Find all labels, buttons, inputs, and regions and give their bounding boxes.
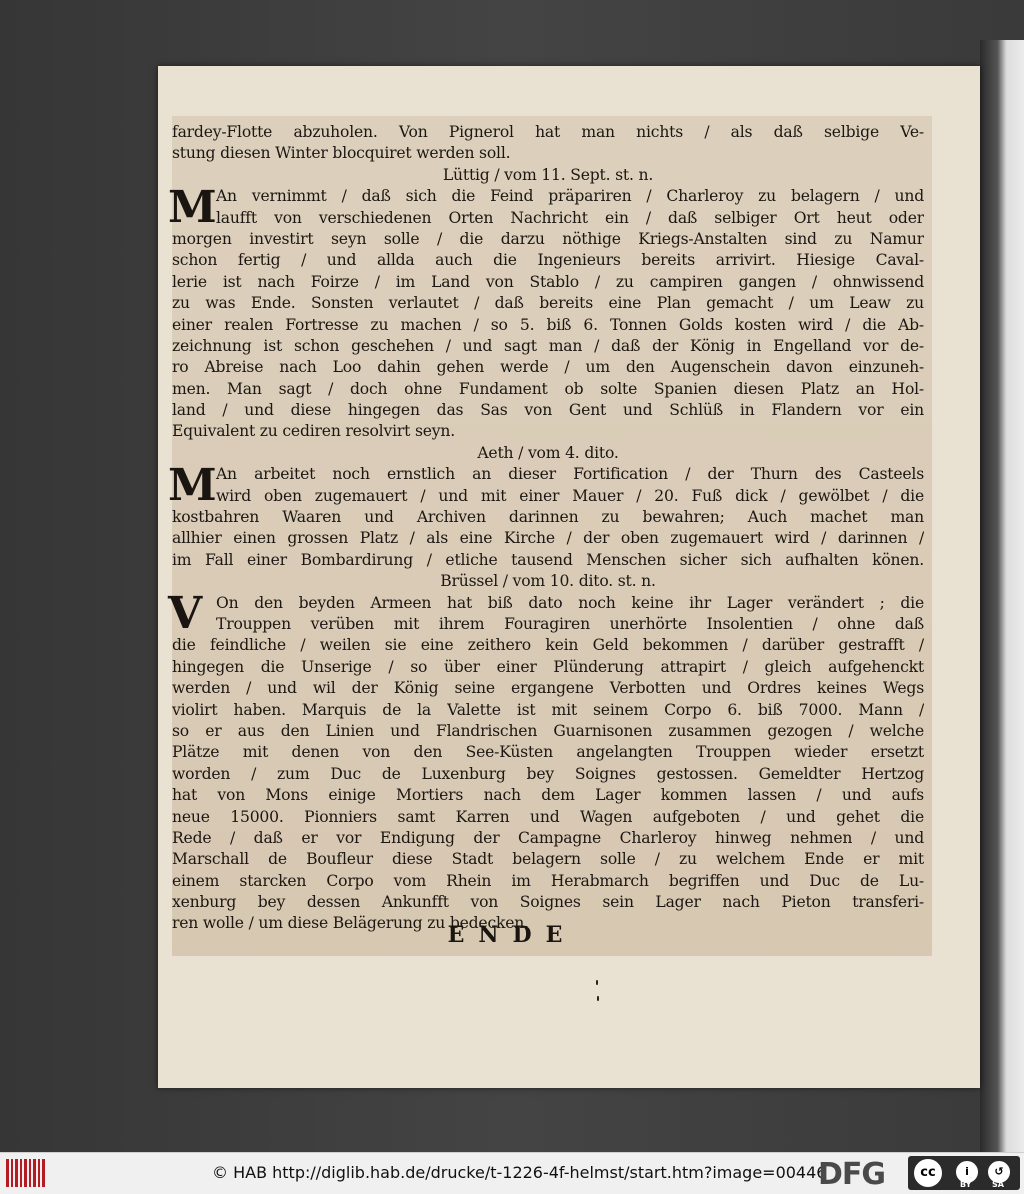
text-line: Trouppen verüben mit ihrem Fouragiren unerhörte Insolentien / ohne daß [216, 614, 924, 633]
cc-icon: cc [912, 1157, 944, 1189]
text-line: kostbahren Waaren und Archiven darinnen zu bewahren; Auch machet man [172, 508, 924, 527]
text-line: zeichnung ist schon geschehen / und sagt man / daß der König in Engelland vor de- [172, 336, 924, 355]
sa-share-alike-icon: ↺ [986, 1159, 1012, 1185]
by-person-icon: i [954, 1159, 980, 1185]
text-line: Rede / daß er vor Endigung der Campagne Charleroy hinweg nehmen / und [172, 828, 924, 847]
ende-heading: ENDE [447, 922, 577, 948]
text-line: violirt haben. Marquis de la Valette ist mit seinem Corpo 6. biß 7000. Mann / [172, 700, 924, 719]
text-line: Marschall de Boufleur diese Stadt belagern solle / zu welchem Ende er mit [172, 850, 924, 869]
text-line: xenburg bey dessen Ankunfft von Soignes sein Lager nach Pieton transferi- [172, 893, 924, 912]
text-line: laufft von verschiedenen Orten Nachricht ein / daß selbiger Ort heut oder [216, 208, 924, 227]
text-line: On den beyden Armeen hat biß dato noch keine ihr Lager verändert ; die [216, 593, 924, 612]
by-label: BY [960, 1180, 972, 1189]
text-line: neue 15000. Pionniers samt Karren und Wagen aufgeboten / und gehet die [172, 807, 924, 826]
text-line: fardey-Flotte abzuholen. Von Pignerol hat man nichts / als daß selbige Ve- [172, 123, 924, 141]
text-line: einer realen Fortresse zu machen / so 5. biß 6. Tonnen Golds kosten wird / die Ab- [172, 315, 924, 334]
dropcap-m-2: M [168, 460, 217, 511]
text-line: werden / und wil der König seine ergangene Verbotten und Ordres keines Wegs [172, 679, 924, 698]
text-line: wird oben zugemauert / und mit einer Mauer / 20. Fuß dick / gewölbet / die [216, 486, 924, 505]
text-line: lerie ist nach Foirze / im Land von Stablo / zu campiren gangen / ohnwissend [172, 272, 924, 291]
text-line: morgen investirt seyn solle / die darzu nöthige Kriegs-Anstalten sind zu Namur [172, 229, 924, 248]
text-line: An vernimmt / daß sich die Feind präpariren / Charleroy zu belagern / und [216, 187, 924, 206]
text-line: so er aus den Linien und Flandrischen Guarnisonen zusammen gezogen / welche [172, 721, 924, 740]
text-line: ro Abreise nach Loo dahin gehen werde / um den Augenschein davon einzuneh- [172, 358, 924, 377]
text-line: zu was Ende. Sonsten verlautet / daß bereits eine Plan gemacht / um Leaw zu [172, 294, 924, 313]
text-line: men. Man sagt / doch ohne Fundament ob solte Spanien diesen Platz an Hol- [172, 379, 924, 398]
text-line: stung diesen Winter blocquiret werden soll. [172, 144, 511, 163]
ink-speck [597, 996, 599, 1001]
dateline-heading: Lüttig / vom 11. Sept. st. n. [442, 165, 654, 184]
text-line: die feindliche / weilen sie eine zeithero kein Geld bekommen / darüber gestrafft / [172, 636, 924, 655]
text-line: schon fertig / und allda auch die Ingenieurs bereits arrivirt. Hiesige Caval- [172, 251, 924, 270]
text-line: hingegen die Unserige / so über einer Plünderung attrapirt / gleich aufgehenckt [172, 657, 924, 676]
sa-label: SA [992, 1180, 1004, 1189]
dfg-logo: DFG [818, 1157, 886, 1192]
hab-logo-icon [6, 1159, 46, 1187]
dateline-heading: Brüssel / vom 10. dito. st. n. [440, 572, 656, 591]
next-page-edge [980, 40, 1024, 1152]
text-line: ren wolle / um diese Belägerung zu bedecken. [172, 914, 529, 933]
copyright-link[interactable]: © HAB http://diglib.hab.de/drucke/t-1226-4f-helmst/start.htm?image=00446 [212, 1163, 827, 1182]
text-line: An arbeitet noch ernstlich an dieser Fortification / der Thurn des Casteels [216, 465, 924, 484]
dropcap-v: V [168, 588, 203, 639]
dateline-heading: Aeth / vom 4. dito. [477, 443, 619, 462]
cc-license-badge[interactable] [908, 1156, 1020, 1190]
text-line: land / und diese hingegen das Sas von Gent und Schlüß in Flandern vor ein [172, 401, 924, 420]
text-line: Equivalent zu cediren resolvirt seyn. [172, 422, 455, 441]
text-line: einem starcken Corpo vom Rhein im Herabmarch begriffen und Duc de Lu- [172, 871, 924, 890]
text-line: Plätze mit denen von den See-Küsten angelangten Trouppen wieder ersetzt [172, 743, 924, 762]
text-line: worden / zum Duc de Luxenburg bey Soignes gestossen. Gemeldter Hertzog [172, 764, 924, 783]
dropcap-m-1: M [168, 182, 217, 233]
ink-speck [596, 980, 598, 985]
text-line: im Fall einer Bombardirung / etliche tausend Menschen sicher sich aufhalten könen. [172, 550, 924, 569]
text-line: allhier einen grossen Platz / als eine Kirche / der oben zugemauert wird / darinnen / [172, 529, 924, 548]
footer-bar [0, 1152, 1024, 1194]
page-text [168, 122, 924, 935]
text-line: hat von Mons einige Mortiers nach dem Lager kommen lassen / und aufs [172, 786, 924, 805]
